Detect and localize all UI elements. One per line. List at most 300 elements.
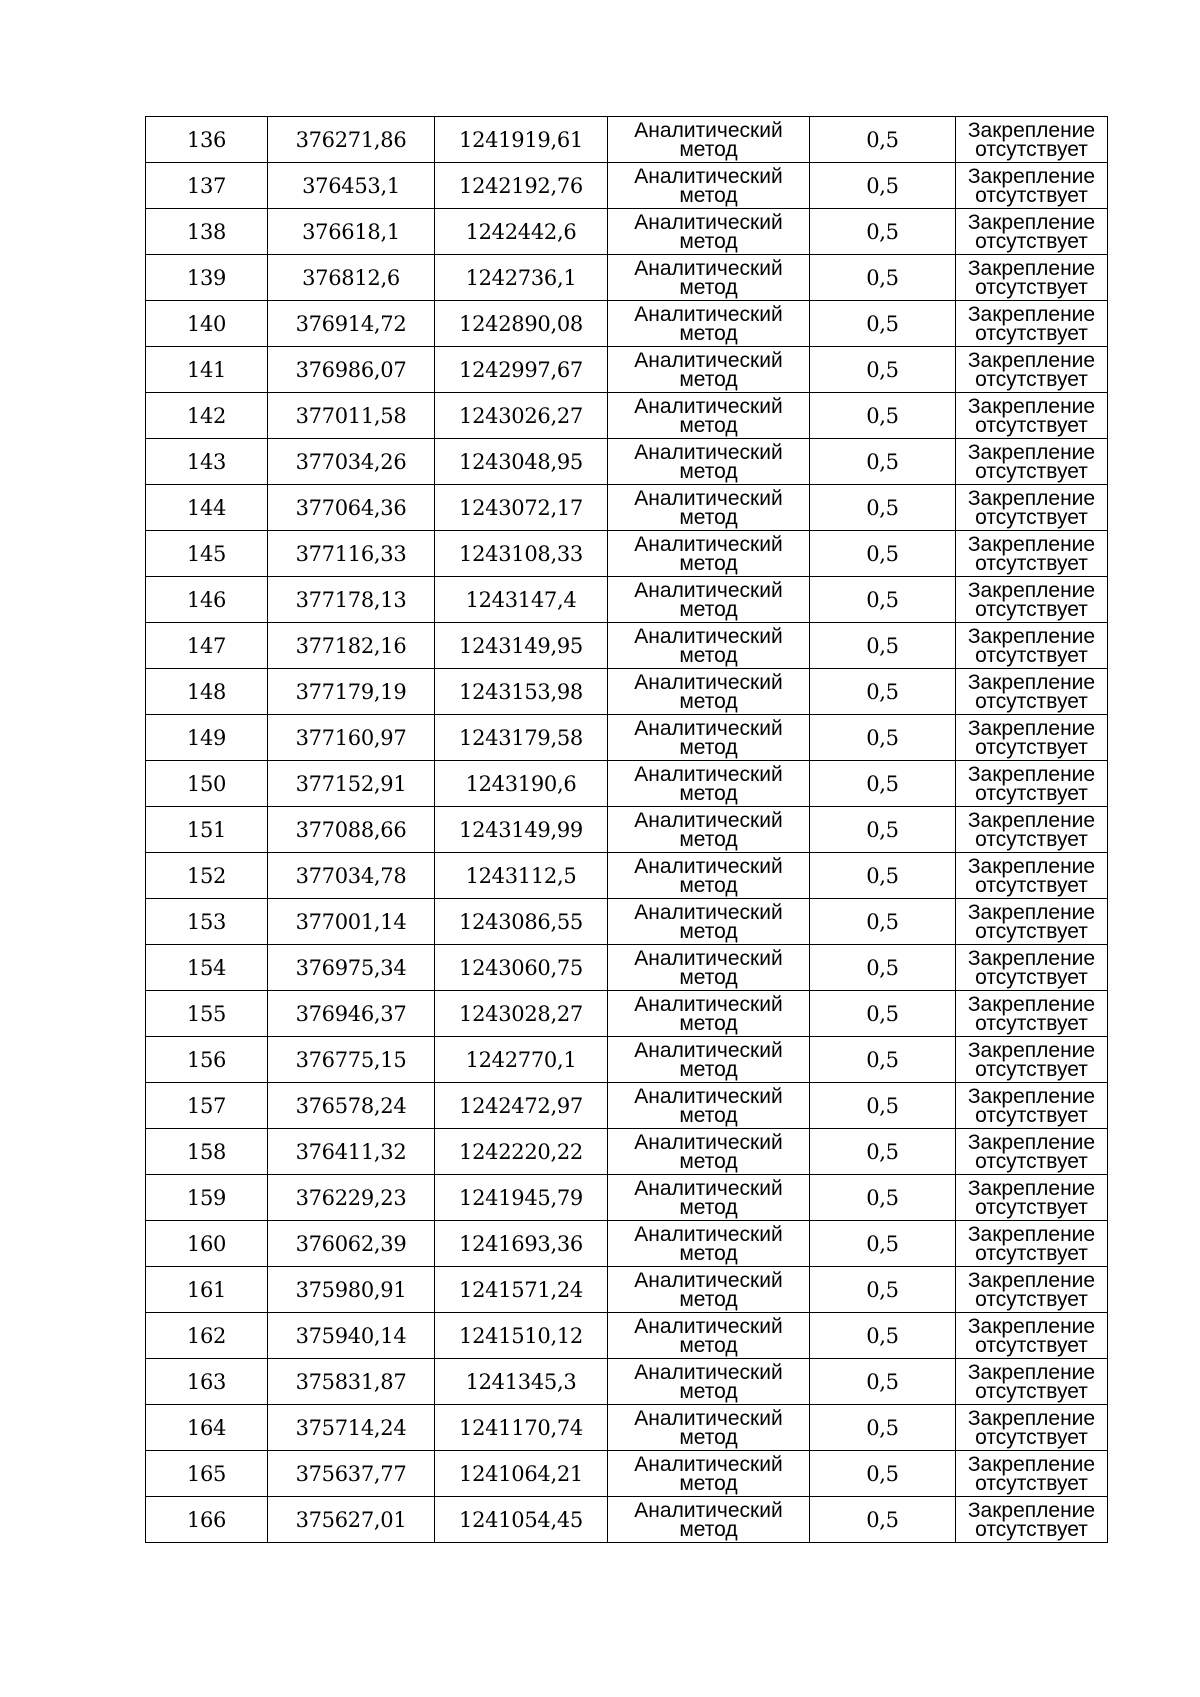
fixing-line-2: отсутствует bbox=[975, 1471, 1088, 1495]
accuracy-cell: 0,5 bbox=[810, 807, 956, 853]
method-cell bbox=[608, 715, 810, 761]
fixing-cell bbox=[956, 531, 1108, 577]
method-line-2: метод bbox=[679, 1103, 738, 1127]
x-coordinate-cell: 376914,72 bbox=[268, 301, 435, 347]
x-coordinate-cell: 375831,87 bbox=[268, 1359, 435, 1405]
y-coordinate-cell: 1243190,6 bbox=[435, 761, 608, 807]
x-coordinate-cell: 377001,14 bbox=[268, 899, 435, 945]
fixing-line-1: Закрепление bbox=[967, 1176, 1096, 1200]
fixing-line-1: Закрепление bbox=[967, 578, 1096, 602]
method-line-1: Аналитический bbox=[634, 1038, 783, 1062]
fixing-line-1: Закрепление bbox=[967, 210, 1096, 234]
fixing-cell bbox=[956, 715, 1108, 761]
method-line-2: метод bbox=[679, 689, 738, 713]
x-coordinate-cell: 377179,19 bbox=[268, 669, 435, 715]
table-row bbox=[146, 255, 1108, 301]
fixing-cell bbox=[956, 1129, 1108, 1175]
y-coordinate-cell: 1241510,12 bbox=[435, 1313, 608, 1359]
table-row bbox=[146, 531, 1108, 577]
method-line-1: Аналитический bbox=[634, 1360, 783, 1384]
method-line-2: метод bbox=[679, 183, 738, 207]
y-coordinate-cell: 1243048,95 bbox=[435, 439, 608, 485]
method-line-1: Аналитический bbox=[634, 900, 783, 924]
fixing-cell bbox=[956, 1359, 1108, 1405]
point-number-cell: 166 bbox=[146, 1497, 268, 1543]
table-row bbox=[146, 117, 1108, 163]
table-row bbox=[146, 485, 1108, 531]
point-number-cell: 155 bbox=[146, 991, 268, 1037]
point-number-cell: 154 bbox=[146, 945, 268, 991]
method-line-2: метод bbox=[679, 1241, 738, 1265]
method-line-1: Аналитический bbox=[634, 1222, 783, 1246]
fixing-line-1: Закрепление bbox=[967, 1084, 1096, 1108]
y-coordinate-cell: 1243149,99 bbox=[435, 807, 608, 853]
method-line-1: Аналитический bbox=[634, 762, 783, 786]
method-cell bbox=[608, 347, 810, 393]
fixing-cell bbox=[956, 1405, 1108, 1451]
fixing-line-1: Закрепление bbox=[967, 348, 1096, 372]
x-coordinate-cell: 376453,1 bbox=[268, 163, 435, 209]
x-coordinate-cell: 376229,23 bbox=[268, 1175, 435, 1221]
point-number-cell: 137 bbox=[146, 163, 268, 209]
fixing-line-2: отсутствует bbox=[975, 1195, 1088, 1219]
fixing-line-1: Закрепление bbox=[967, 624, 1096, 648]
method-line-2: метод bbox=[679, 413, 738, 437]
fixing-line-2: отсутствует bbox=[975, 1425, 1088, 1449]
point-number-cell: 149 bbox=[146, 715, 268, 761]
y-coordinate-cell: 1241919,61 bbox=[435, 117, 608, 163]
method-line-1: Аналитический bbox=[634, 1452, 783, 1476]
x-coordinate-cell: 377034,26 bbox=[268, 439, 435, 485]
fixing-line-1: Закрепление bbox=[967, 440, 1096, 464]
method-line-1: Аналитический bbox=[634, 440, 783, 464]
accuracy-cell: 0,5 bbox=[810, 531, 956, 577]
method-line-1: Аналитический bbox=[634, 1176, 783, 1200]
accuracy-cell: 0,5 bbox=[810, 347, 956, 393]
method-line-2: метод bbox=[679, 919, 738, 943]
y-coordinate-cell: 1243147,4 bbox=[435, 577, 608, 623]
method-line-2: метод bbox=[679, 1471, 738, 1495]
fixing-line-1: Закрепление bbox=[967, 670, 1096, 694]
fixing-line-2: отсутствует bbox=[975, 1103, 1088, 1127]
fixing-line-2: отсутствует bbox=[975, 1379, 1088, 1403]
table-row bbox=[146, 623, 1108, 669]
method-line-1: Аналитический bbox=[634, 1406, 783, 1430]
fixing-line-1: Закрепление bbox=[967, 1038, 1096, 1062]
fixing-line-2: отсутствует bbox=[975, 919, 1088, 943]
accuracy-cell: 0,5 bbox=[810, 899, 956, 945]
x-coordinate-cell: 375940,14 bbox=[268, 1313, 435, 1359]
fixing-cell bbox=[956, 577, 1108, 623]
method-line-2: метод bbox=[679, 505, 738, 529]
fixing-line-1: Закрепление bbox=[967, 854, 1096, 878]
y-coordinate-cell: 1243179,58 bbox=[435, 715, 608, 761]
point-number-cell: 165 bbox=[146, 1451, 268, 1497]
method-line-2: метод bbox=[679, 275, 738, 299]
table-row bbox=[146, 1359, 1108, 1405]
fixing-line-2: отсутствует bbox=[975, 367, 1088, 391]
fixing-cell bbox=[956, 301, 1108, 347]
fixing-line-2: отсутствует bbox=[975, 505, 1088, 529]
fixing-line-2: отсутствует bbox=[975, 413, 1088, 437]
method-cell bbox=[608, 117, 810, 163]
point-number-cell: 138 bbox=[146, 209, 268, 255]
fixing-line-1: Закрепление bbox=[967, 532, 1096, 556]
y-coordinate-cell: 1241693,36 bbox=[435, 1221, 608, 1267]
point-number-cell: 162 bbox=[146, 1313, 268, 1359]
fixing-line-2: отсутствует bbox=[975, 229, 1088, 253]
fixing-cell bbox=[956, 1083, 1108, 1129]
fixing-line-1: Закрепление bbox=[967, 762, 1096, 786]
accuracy-cell: 0,5 bbox=[810, 209, 956, 255]
method-line-1: Аналитический bbox=[634, 394, 783, 418]
y-coordinate-cell: 1241345,3 bbox=[435, 1359, 608, 1405]
x-coordinate-cell: 376618,1 bbox=[268, 209, 435, 255]
y-coordinate-cell: 1243028,27 bbox=[435, 991, 608, 1037]
table-row bbox=[146, 393, 1108, 439]
method-line-1: Аналитический bbox=[634, 1498, 783, 1522]
y-coordinate-cell: 1242997,67 bbox=[435, 347, 608, 393]
method-cell bbox=[608, 577, 810, 623]
method-line-1: Аналитический bbox=[634, 1130, 783, 1154]
x-coordinate-cell: 376062,39 bbox=[268, 1221, 435, 1267]
method-line-2: метод bbox=[679, 873, 738, 897]
fixing-line-2: отсутствует bbox=[975, 597, 1088, 621]
fixing-line-1: Закрепление bbox=[967, 900, 1096, 924]
method-cell bbox=[608, 1221, 810, 1267]
y-coordinate-cell: 1241064,21 bbox=[435, 1451, 608, 1497]
fixing-line-2: отсутствует bbox=[975, 183, 1088, 207]
accuracy-cell: 0,5 bbox=[810, 163, 956, 209]
table-row bbox=[146, 301, 1108, 347]
method-cell bbox=[608, 531, 810, 577]
fixing-cell bbox=[956, 1267, 1108, 1313]
accuracy-cell: 0,5 bbox=[810, 577, 956, 623]
point-number-cell: 153 bbox=[146, 899, 268, 945]
method-line-2: метод bbox=[679, 1057, 738, 1081]
fixing-cell bbox=[956, 117, 1108, 163]
method-line-2: метод bbox=[679, 1287, 738, 1311]
fixing-cell bbox=[956, 485, 1108, 531]
fixing-cell bbox=[956, 255, 1108, 301]
point-number-cell: 163 bbox=[146, 1359, 268, 1405]
method-line-2: метод bbox=[679, 137, 738, 161]
fixing-line-2: отсутствует bbox=[975, 965, 1088, 989]
point-number-cell: 160 bbox=[146, 1221, 268, 1267]
method-cell bbox=[608, 255, 810, 301]
fixing-line-2: отсутствует bbox=[975, 643, 1088, 667]
table-row bbox=[146, 991, 1108, 1037]
y-coordinate-cell: 1243026,27 bbox=[435, 393, 608, 439]
y-coordinate-cell: 1242472,97 bbox=[435, 1083, 608, 1129]
method-cell bbox=[608, 761, 810, 807]
method-line-2: метод bbox=[679, 643, 738, 667]
x-coordinate-cell: 377152,91 bbox=[268, 761, 435, 807]
point-number-cell: 151 bbox=[146, 807, 268, 853]
fixing-line-1: Закрепление bbox=[967, 394, 1096, 418]
x-coordinate-cell: 376975,34 bbox=[268, 945, 435, 991]
accuracy-cell: 0,5 bbox=[810, 945, 956, 991]
point-number-cell: 141 bbox=[146, 347, 268, 393]
method-line-1: Аналитический bbox=[634, 256, 783, 280]
table-row bbox=[146, 1497, 1108, 1543]
table-row bbox=[146, 163, 1108, 209]
method-line-1: Аналитический bbox=[634, 624, 783, 648]
fixing-cell bbox=[956, 1497, 1108, 1543]
fixing-line-2: отсутствует bbox=[975, 1241, 1088, 1265]
method-line-2: метод bbox=[679, 321, 738, 345]
y-coordinate-cell: 1241054,45 bbox=[435, 1497, 608, 1543]
method-cell bbox=[608, 1451, 810, 1497]
x-coordinate-cell: 376986,07 bbox=[268, 347, 435, 393]
fixing-cell bbox=[956, 853, 1108, 899]
accuracy-cell: 0,5 bbox=[810, 761, 956, 807]
method-line-1: Аналитический bbox=[634, 1084, 783, 1108]
fixing-line-2: отсутствует bbox=[975, 459, 1088, 483]
method-cell bbox=[608, 899, 810, 945]
y-coordinate-cell: 1243112,5 bbox=[435, 853, 608, 899]
fixing-cell bbox=[956, 669, 1108, 715]
fixing-cell bbox=[956, 209, 1108, 255]
accuracy-cell: 0,5 bbox=[810, 439, 956, 485]
method-line-2: метод bbox=[679, 781, 738, 805]
fixing-line-2: отсутствует bbox=[975, 1287, 1088, 1311]
x-coordinate-cell: 376411,32 bbox=[268, 1129, 435, 1175]
method-line-2: метод bbox=[679, 1517, 738, 1541]
method-cell bbox=[608, 1405, 810, 1451]
point-number-cell: 142 bbox=[146, 393, 268, 439]
method-line-1: Аналитический bbox=[634, 302, 783, 326]
fixing-line-1: Закрепление bbox=[967, 992, 1096, 1016]
fixing-line-2: отсутствует bbox=[975, 551, 1088, 575]
x-coordinate-cell: 375980,91 bbox=[268, 1267, 435, 1313]
y-coordinate-cell: 1242890,08 bbox=[435, 301, 608, 347]
method-line-2: метод bbox=[679, 1379, 738, 1403]
y-coordinate-cell: 1241945,79 bbox=[435, 1175, 608, 1221]
y-coordinate-cell: 1243108,33 bbox=[435, 531, 608, 577]
y-coordinate-cell: 1243060,75 bbox=[435, 945, 608, 991]
fixing-line-2: отсутствует bbox=[975, 781, 1088, 805]
point-number-cell: 146 bbox=[146, 577, 268, 623]
y-coordinate-cell: 1243072,17 bbox=[435, 485, 608, 531]
accuracy-cell: 0,5 bbox=[810, 301, 956, 347]
point-number-cell: 159 bbox=[146, 1175, 268, 1221]
method-cell bbox=[608, 209, 810, 255]
method-cell bbox=[608, 991, 810, 1037]
fixing-line-1: Закрепление bbox=[967, 808, 1096, 832]
fixing-line-1: Закрепление bbox=[967, 1130, 1096, 1154]
method-line-2: метод bbox=[679, 1333, 738, 1357]
table-row bbox=[146, 1405, 1108, 1451]
table-row bbox=[146, 1037, 1108, 1083]
x-coordinate-cell: 377011,58 bbox=[268, 393, 435, 439]
fixing-line-2: отсутствует bbox=[975, 1011, 1088, 1035]
accuracy-cell: 0,5 bbox=[810, 1083, 956, 1129]
x-coordinate-cell: 377160,97 bbox=[268, 715, 435, 761]
method-cell bbox=[608, 1497, 810, 1543]
method-cell bbox=[608, 1359, 810, 1405]
y-coordinate-cell: 1241571,24 bbox=[435, 1267, 608, 1313]
fixing-cell bbox=[956, 899, 1108, 945]
fixing-cell bbox=[956, 1451, 1108, 1497]
coordinates-table-body bbox=[146, 117, 1108, 1543]
method-line-1: Аналитический bbox=[634, 946, 783, 970]
table-row bbox=[146, 945, 1108, 991]
accuracy-cell: 0,5 bbox=[810, 485, 956, 531]
fixing-line-2: отсутствует bbox=[975, 1517, 1088, 1541]
method-cell bbox=[608, 1175, 810, 1221]
method-cell bbox=[608, 163, 810, 209]
fixing-line-2: отсутствует bbox=[975, 1149, 1088, 1173]
fixing-cell bbox=[956, 439, 1108, 485]
fixing-line-1: Закрепление bbox=[967, 1222, 1096, 1246]
fixing-line-1: Закрепление bbox=[967, 1314, 1096, 1338]
fixing-line-1: Закрепление bbox=[967, 716, 1096, 740]
table-row bbox=[146, 1175, 1108, 1221]
point-number-cell: 144 bbox=[146, 485, 268, 531]
table-row bbox=[146, 1221, 1108, 1267]
fixing-line-2: отсутствует bbox=[975, 1057, 1088, 1081]
method-cell bbox=[608, 623, 810, 669]
x-coordinate-cell: 377116,33 bbox=[268, 531, 435, 577]
method-cell bbox=[608, 669, 810, 715]
method-line-2: метод bbox=[679, 551, 738, 575]
method-line-2: метод bbox=[679, 1149, 738, 1173]
fixing-line-2: отсутствует bbox=[975, 275, 1088, 299]
accuracy-cell: 0,5 bbox=[810, 117, 956, 163]
method-cell bbox=[608, 439, 810, 485]
method-line-2: метод bbox=[679, 1425, 738, 1449]
fixing-cell bbox=[956, 163, 1108, 209]
method-line-1: Аналитический bbox=[634, 210, 783, 234]
fixing-line-2: отсутствует bbox=[975, 873, 1088, 897]
method-line-1: Аналитический bbox=[634, 486, 783, 510]
fixing-line-1: Закрепление bbox=[967, 164, 1096, 188]
method-line-2: метод bbox=[679, 827, 738, 851]
accuracy-cell: 0,5 bbox=[810, 1175, 956, 1221]
fixing-line-1: Закрепление bbox=[967, 1452, 1096, 1476]
table-row bbox=[146, 1451, 1108, 1497]
point-number-cell: 139 bbox=[146, 255, 268, 301]
method-line-2: метод bbox=[679, 459, 738, 483]
method-line-2: метод bbox=[679, 965, 738, 989]
point-number-cell: 140 bbox=[146, 301, 268, 347]
method-line-2: метод bbox=[679, 1195, 738, 1219]
fixing-cell bbox=[956, 1313, 1108, 1359]
table-row bbox=[146, 1083, 1108, 1129]
table-row bbox=[146, 853, 1108, 899]
accuracy-cell: 0,5 bbox=[810, 1129, 956, 1175]
method-line-1: Аналитический bbox=[634, 854, 783, 878]
table-row bbox=[146, 439, 1108, 485]
x-coordinate-cell: 376775,15 bbox=[268, 1037, 435, 1083]
method-cell bbox=[608, 1129, 810, 1175]
method-line-2: метод bbox=[679, 1011, 738, 1035]
point-number-cell: 152 bbox=[146, 853, 268, 899]
accuracy-cell: 0,5 bbox=[810, 1451, 956, 1497]
accuracy-cell: 0,5 bbox=[810, 393, 956, 439]
y-coordinate-cell: 1242192,76 bbox=[435, 163, 608, 209]
method-cell bbox=[608, 393, 810, 439]
table-row bbox=[146, 807, 1108, 853]
fixing-cell bbox=[956, 1175, 1108, 1221]
accuracy-cell: 0,5 bbox=[810, 1497, 956, 1543]
method-line-2: метод bbox=[679, 367, 738, 391]
fixing-cell bbox=[956, 1221, 1108, 1267]
point-number-cell: 145 bbox=[146, 531, 268, 577]
method-line-2: метод bbox=[679, 597, 738, 621]
method-line-1: Аналитический bbox=[634, 670, 783, 694]
method-line-1: Аналитический bbox=[634, 118, 783, 142]
method-cell bbox=[608, 853, 810, 899]
fixing-line-2: отсутствует bbox=[975, 1333, 1088, 1357]
table-row bbox=[146, 347, 1108, 393]
x-coordinate-cell: 376812,6 bbox=[268, 255, 435, 301]
accuracy-cell: 0,5 bbox=[810, 1037, 956, 1083]
method-line-1: Аналитический bbox=[634, 992, 783, 1016]
accuracy-cell: 0,5 bbox=[810, 623, 956, 669]
fixing-line-1: Закрепление bbox=[967, 1406, 1096, 1430]
x-coordinate-cell: 377064,36 bbox=[268, 485, 435, 531]
accuracy-cell: 0,5 bbox=[810, 669, 956, 715]
method-cell bbox=[608, 301, 810, 347]
x-coordinate-cell: 377182,16 bbox=[268, 623, 435, 669]
fixing-cell bbox=[956, 1037, 1108, 1083]
fixing-line-1: Закрепление bbox=[967, 946, 1096, 970]
fixing-cell bbox=[956, 347, 1108, 393]
fixing-cell bbox=[956, 761, 1108, 807]
accuracy-cell: 0,5 bbox=[810, 991, 956, 1037]
y-coordinate-cell: 1242442,6 bbox=[435, 209, 608, 255]
fixing-line-2: отсутствует bbox=[975, 137, 1088, 161]
y-coordinate-cell: 1242220,22 bbox=[435, 1129, 608, 1175]
fixing-line-1: Закрепление bbox=[967, 1360, 1096, 1384]
accuracy-cell: 0,5 bbox=[810, 1405, 956, 1451]
fixing-line-2: отсутствует bbox=[975, 689, 1088, 713]
point-number-cell: 156 bbox=[146, 1037, 268, 1083]
x-coordinate-cell: 376946,37 bbox=[268, 991, 435, 1037]
table-row bbox=[146, 1267, 1108, 1313]
method-cell bbox=[608, 1083, 810, 1129]
point-number-cell: 148 bbox=[146, 669, 268, 715]
method-cell bbox=[608, 485, 810, 531]
accuracy-cell: 0,5 bbox=[810, 715, 956, 761]
point-number-cell: 157 bbox=[146, 1083, 268, 1129]
x-coordinate-cell: 377178,13 bbox=[268, 577, 435, 623]
y-coordinate-cell: 1242770,1 bbox=[435, 1037, 608, 1083]
y-coordinate-cell: 1243086,55 bbox=[435, 899, 608, 945]
method-cell bbox=[608, 1267, 810, 1313]
method-line-1: Аналитический bbox=[634, 348, 783, 372]
point-number-cell: 158 bbox=[146, 1129, 268, 1175]
point-number-cell: 161 bbox=[146, 1267, 268, 1313]
method-line-1: Аналитический bbox=[634, 1268, 783, 1292]
x-coordinate-cell: 377088,66 bbox=[268, 807, 435, 853]
accuracy-cell: 0,5 bbox=[810, 1313, 956, 1359]
fixing-line-1: Закрепление bbox=[967, 256, 1096, 280]
x-coordinate-cell: 375637,77 bbox=[268, 1451, 435, 1497]
point-number-cell: 150 bbox=[146, 761, 268, 807]
method-line-1: Аналитический bbox=[634, 532, 783, 556]
x-coordinate-cell: 376271,86 bbox=[268, 117, 435, 163]
fixing-line-2: отсутствует bbox=[975, 321, 1088, 345]
y-coordinate-cell: 1243149,95 bbox=[435, 623, 608, 669]
fixing-cell bbox=[956, 807, 1108, 853]
fixing-line-1: Закрепление bbox=[967, 486, 1096, 510]
fixing-cell bbox=[956, 945, 1108, 991]
method-line-1: Аналитический bbox=[634, 578, 783, 602]
x-coordinate-cell: 377034,78 bbox=[268, 853, 435, 899]
